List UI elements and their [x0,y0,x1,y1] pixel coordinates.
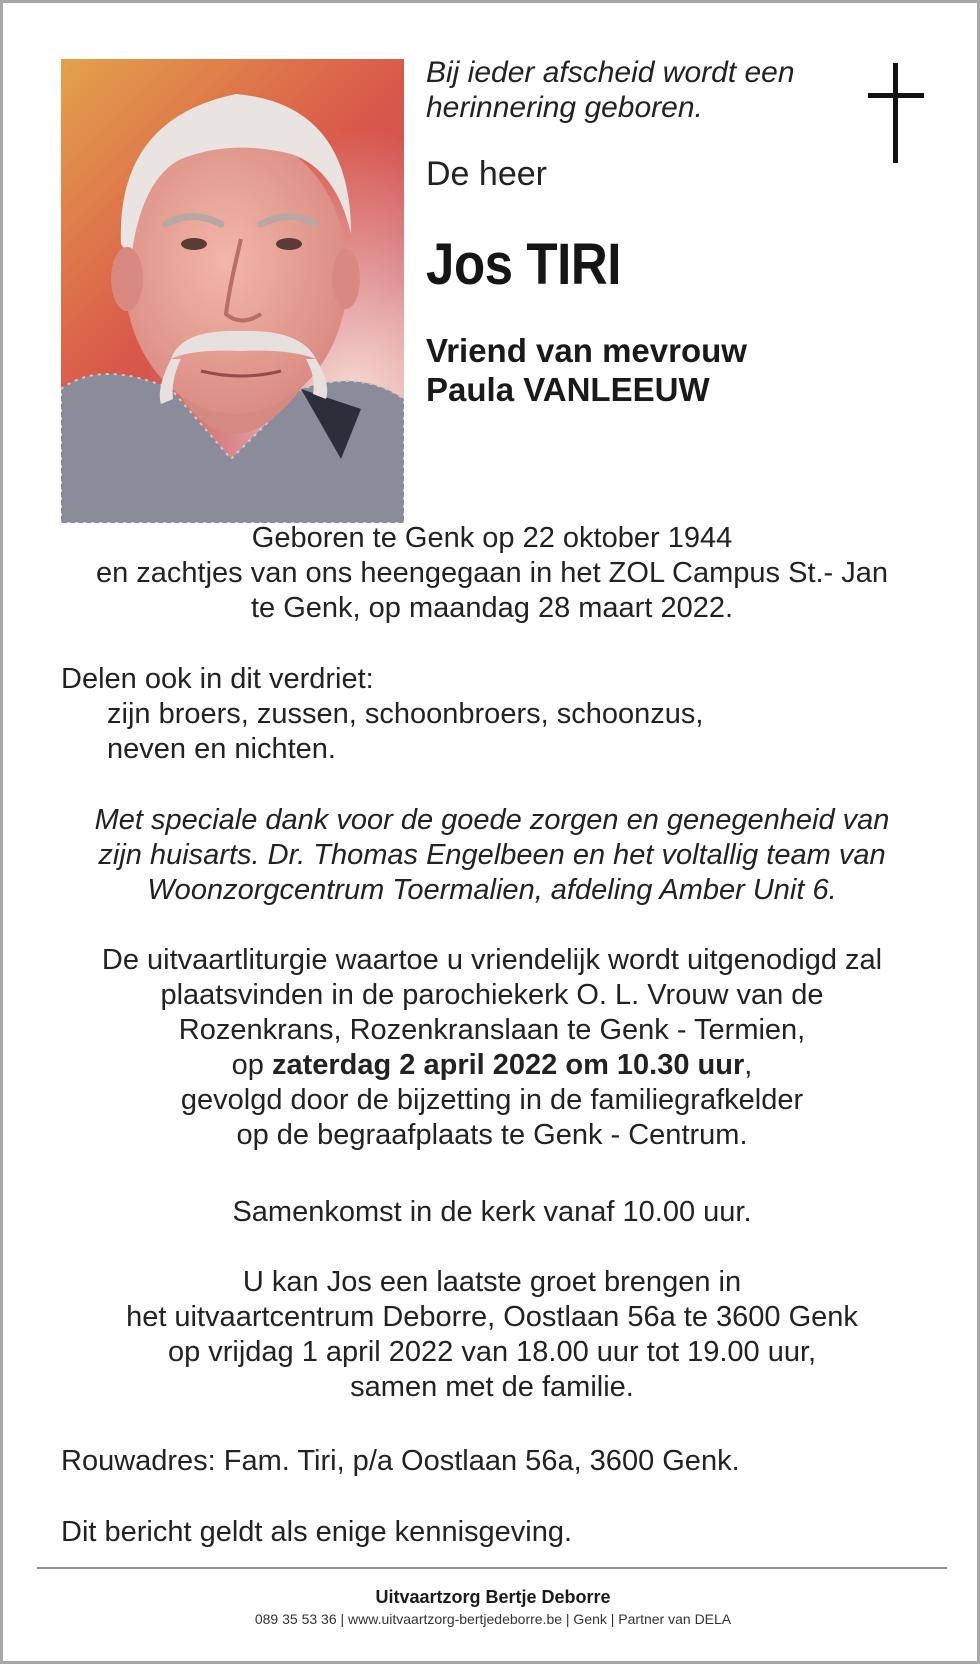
visit-line-3: op vrijdag 1 april 2022 van 18.00 uur tot 19.00 uur, [167,1336,817,1368]
relation [426,331,906,409]
mourners-line-1: zijn broers, zussen, schoonbroers, schoonzus, [107,698,704,730]
liturgy-date-prefix: op [231,1049,272,1081]
portrait-illustration [61,59,404,523]
funeral-home-contact: 089 35 53 36 | www.uitvaartzorg-bertjedeborre.be | Genk | Partner van DELA [254,1611,732,1627]
liturgy-date-line [61,1048,923,1083]
birth-death-info [61,521,923,626]
funeral-liturgy-section [61,943,923,1153]
visitation-section [61,1265,923,1405]
thanks-section [61,803,923,908]
relation-line-1: Vriend van mevrouw [426,332,747,369]
quote-line-1: Bij ieder afscheid wordt een [426,56,795,89]
birth-line-3: te Genk, op maandag 28 maart 2022. [250,592,734,624]
liturgy-line-2: plaatsvinden in de parochiekerk O. L. Vrouw van de [160,979,824,1011]
honorific: De heer [426,155,547,193]
relation-line-2: Paula VANLEEUW [426,371,710,408]
footer-divider [37,1567,947,1569]
portrait-photo [61,59,404,523]
thanks-line-2: zijn huisarts. Dr. Thomas Engelbeen en het voltallig team van [98,839,886,871]
liturgy-date-suffix: , [744,1049,753,1081]
liturgy-date: zaterdag 2 april 2022 om 10.30 uur [271,1049,745,1081]
burial-line-2: op de begraafplaats te Genk - Centrum. [236,1119,748,1151]
burial-line-1: gevolgd door de bijzetting in de familiegrafkelder [180,1084,804,1116]
birth-line-1: Geboren te Genk op 22 oktober 1944 [251,522,733,554]
opening-quote [426,55,846,125]
mourners-section [61,662,923,767]
deceased-name: Jos TIRI [426,232,622,297]
visit-line-2: het uitvaartcentrum Deborre, Oostlaan 56a te 3600 Genk [126,1301,858,1333]
liturgy-line-1: De uitvaartliturgie waartoe u vriendelijk wordt uitgenodigd zal [101,944,883,976]
gathering-info: Samenkomst in de kerk vanaf 10.00 uur. [232,1196,752,1228]
closing-note: Dit bericht geldt als enige kennisgeving. [61,1516,573,1548]
thanks-line-3: Woonzorgcentrum Toermalien, afdeling Amber Unit 6. [147,874,837,906]
liturgy-line-3: Rozenkrans, Rozenkranslaan te Genk - Termien, [178,1014,806,1046]
mourners-line-2: neven en nichten. [107,733,336,765]
visit-line-1: U kan Jos een laatste groet brengen in [242,1266,742,1298]
birth-line-2: en zachtjes van ons heengegaan in het ZOL Campus St.- Jan [95,557,889,589]
thanks-line-1: Met speciale dank voor de goede zorgen en genegenheid van [94,804,890,836]
cross-icon [868,63,926,163]
mourners-intro: Delen ook in dit verdriet: [61,663,374,695]
quote-line-2: herinnering geboren. [426,91,703,124]
condolence-address: Rouwadres: Fam. Tiri, p/a Oostlaan 56a, 3600 Genk. [61,1445,740,1477]
visit-line-4: samen met de familie. [350,1371,634,1403]
funeral-home-name: Uitvaartzorg Bertje Deborre [375,1587,611,1607]
